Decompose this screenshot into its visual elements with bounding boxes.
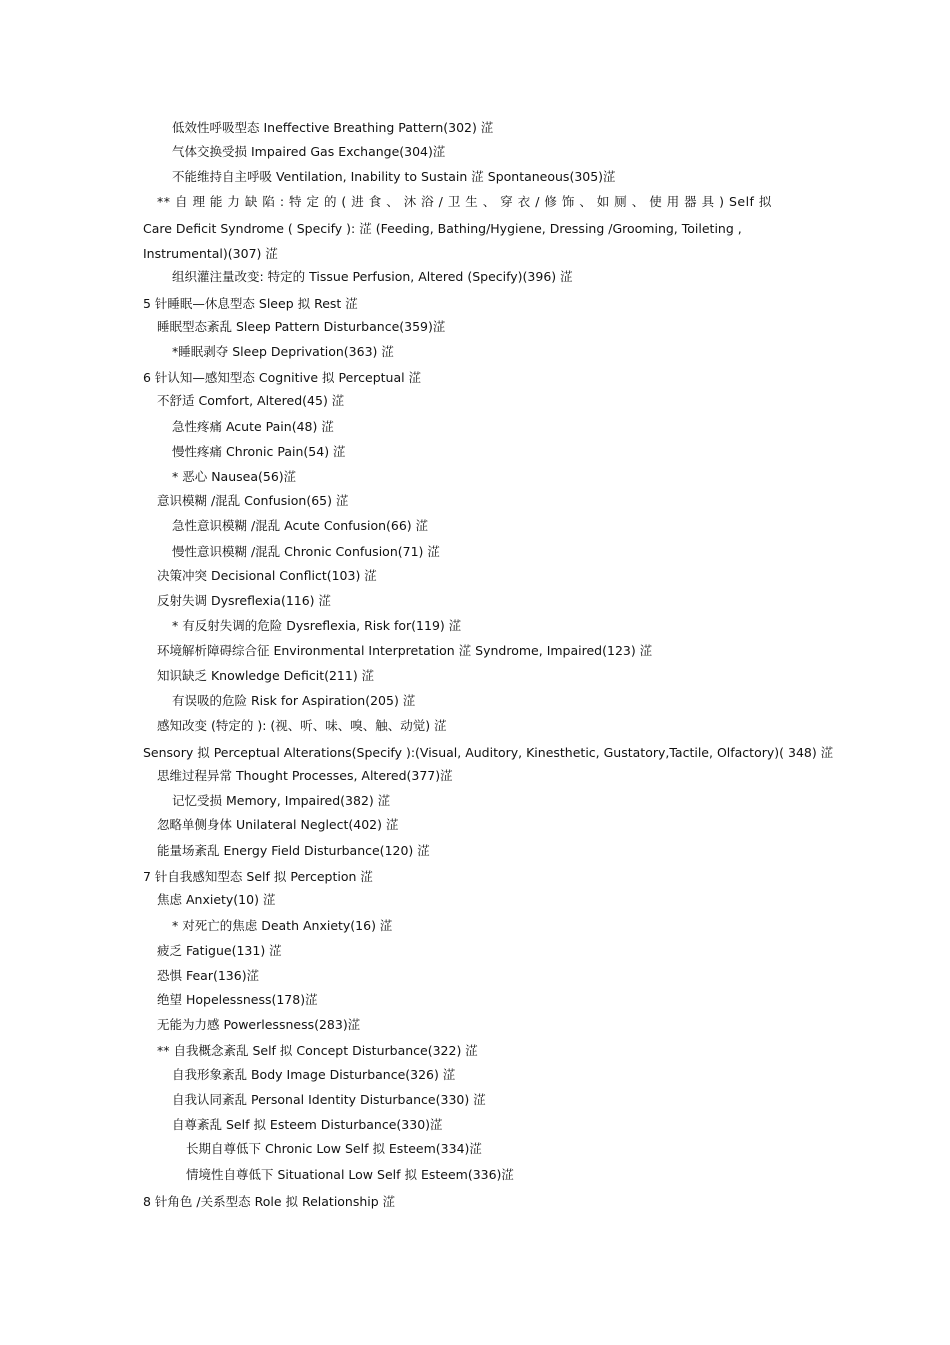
text-line: 长期自尊低下 Chronic Low Self 拟 Esteem(334)淽	[186, 1141, 482, 1156]
text-line: 急性意识模糊 /混乱 Acute Confusion(66) 淽	[172, 518, 429, 533]
text-line: 慢性意识模糊 /混乱 Chronic Confusion(71) 淽	[172, 544, 440, 559]
text-line: 恐惧 Fear(136)淽	[157, 968, 260, 983]
text-line: 慢性疼痛 Chronic Pain(54) 淽	[172, 444, 346, 459]
text-line: 低效性呼吸型态 Ineffective Breathing Pattern(302) 淽	[172, 120, 494, 135]
text-line: 环境解析障碍综合征 Environmental Interpretation 淽 Syndrome, Impaired(123) 淽	[157, 643, 653, 658]
text-line: 知识缺乏 Knowledge Deficit(211) 淽	[157, 668, 375, 683]
text-line: 绝望 Hopelessness(178)淽	[157, 992, 318, 1007]
text-line: 能量场紊乱 Energy Field Disturbance(120) 淽	[157, 843, 430, 858]
text-line: 忽略单侧身体 Unilateral Neglect(402) 淽	[157, 817, 399, 832]
section-heading: 8 针角色 /关系型态 Role 拟 Relationship 淽	[143, 1194, 396, 1209]
text-line: 无能为力感 Powerlessness(283)淽	[157, 1017, 361, 1032]
text-line: 感知改变 (特定的 ): (视、听、味、嗅、触、动觉) 淽	[157, 718, 447, 733]
text-line: 急性疼痛 Acute Pain(48) 淽	[172, 419, 334, 434]
text-line: * 有反射失调的危险 Dysreflexia, Risk for(119) 淽	[172, 618, 462, 633]
text-line: 自我认同紊乱 Personal Identity Disturbance(330) 淽	[172, 1092, 486, 1107]
text-line: Instrumental)(307) 淽	[143, 246, 278, 261]
text-line: 焦虑 Anxiety(10) 淽	[157, 892, 276, 907]
section-heading: 6 针认知—感知型态 Cognitive 拟 Perceptual 淽	[143, 370, 422, 385]
text-line: Care Deficit Syndrome ( Specify ): 淽 (Feeding, Bathing/Hygiene, Dressing /Grooming, Toileting ,	[143, 221, 742, 236]
text-line: 意识模糊 /混乱 Confusion(65) 淽	[157, 493, 349, 508]
text-line: * 恶心 Nausea(56)淽	[172, 469, 297, 484]
section-heading: 5 针睡眠—休息型态 Sleep 拟 Rest 淽	[143, 296, 358, 311]
text-line: Sensory 拟 Perceptual Alterations(Specify ):(Visual, Auditory, Kinesthetic, Gustatory,Tactile, Olfactory)( 348) 淽	[143, 745, 834, 760]
text-line: 记忆受损 Memory, Impaired(382) 淽	[172, 793, 391, 808]
text-line: 不能维持自主呼吸 Ventilation, Inability to Sustain 淽 Spontaneous(305)淽	[172, 169, 616, 184]
text-line: ** 自 理 能 力 缺 陷 : 特 定 的 ( 进 食 、 沐 浴 / 卫 生 、 穿 衣 / 修 饰 、 如 厕 、 使 用 器 具 ) Self 拟	[157, 194, 772, 209]
text-line: 不舒适 Comfort, Altered(45) 淽	[157, 393, 345, 408]
text-line: 有误吸的危险 Risk for Aspiration(205) 淽	[172, 693, 416, 708]
text-line: 组织灌注量改变: 特定的 Tissue Perfusion, Altered (Specify)(396) 淽	[172, 269, 573, 284]
text-line: 决策冲突 Decisional Conflict(103) 淽	[157, 568, 377, 583]
text-line: ** 自我概念紊乱 Self 拟 Concept Disturbance(322) 淽	[157, 1043, 478, 1058]
text-line: 疲乏 Fatigue(131) 淽	[157, 943, 282, 958]
text-line: 自尊紊乱 Self 拟 Esteem Disturbance(330)淽	[172, 1117, 443, 1132]
text-line: 情境性自尊低下 Situational Low Self 拟 Esteem(336)淽	[186, 1167, 514, 1182]
text-line: * 对死亡的焦虑 Death Anxiety(16) 淽	[172, 918, 393, 933]
text-line: 气体交换受损 Impaired Gas Exchange(304)淽	[172, 144, 446, 159]
text-line: 思维过程异常 Thought Processes, Altered(377)淽	[157, 768, 453, 783]
text-line: 睡眠型态紊乱 Sleep Pattern Disturbance(359)淽	[157, 319, 446, 334]
text-line: *睡眠剥夺 Sleep Deprivation(363) 淽	[172, 344, 394, 359]
text-line: 反射失调 Dysreflexia(116) 淽	[157, 593, 332, 608]
text-line: 自我形象紊乱 Body Image Disturbance(326) 淽	[172, 1067, 456, 1082]
section-heading: 7 针自我感知型态 Self 拟 Perception 淽	[143, 869, 373, 884]
